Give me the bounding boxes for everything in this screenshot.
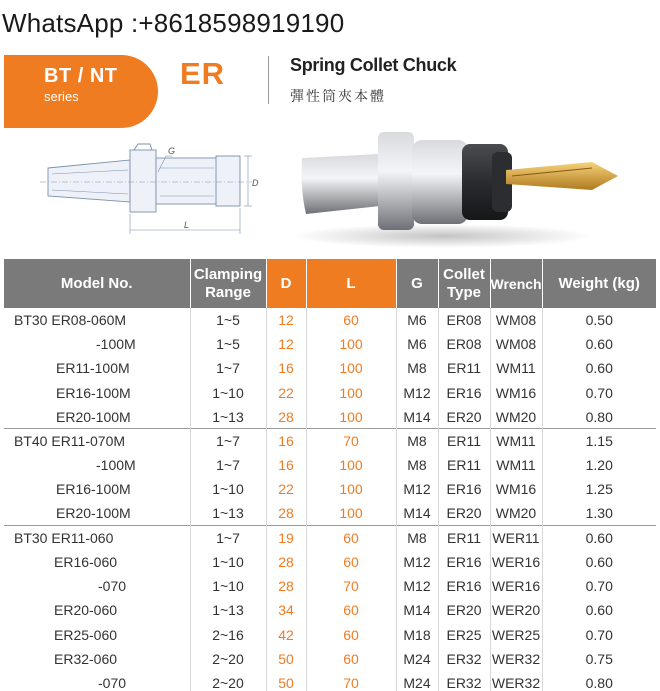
- cell-l: 100: [306, 356, 396, 380]
- cell-wrench: WM20: [490, 405, 542, 429]
- cell-model: -070: [4, 574, 190, 598]
- cell-range: 1~13: [190, 502, 266, 526]
- cell-collet: ER20: [438, 405, 490, 429]
- cell-range: 1~7: [190, 453, 266, 477]
- cell-weight: 1.30: [585, 505, 613, 522]
- product-code: ER: [180, 56, 226, 91]
- cell-collet: ER11: [438, 453, 490, 477]
- cell-range: 2~16: [190, 622, 266, 646]
- cell-collet: ER11: [438, 429, 490, 453]
- cell-g: M8: [396, 356, 438, 380]
- cell-model: ER16-100M: [4, 381, 190, 405]
- drawing-label-g: G: [168, 146, 176, 156]
- cell-wrench: WER20: [490, 598, 542, 622]
- cell-weight: 0.60: [585, 360, 613, 377]
- cell-l: 70: [306, 671, 396, 691]
- col-l: L: [306, 259, 396, 308]
- table-row: [4, 381, 656, 405]
- cell-weight: 0.50: [585, 312, 613, 329]
- cell-g: M8: [396, 429, 438, 453]
- cell-l: 100: [306, 477, 396, 501]
- table-row: [4, 356, 656, 380]
- cell-model: ER25-060: [4, 622, 190, 646]
- cell-weight: 0.60: [585, 602, 613, 619]
- col-collet-type: Collet Type: [438, 259, 490, 308]
- cell-wrench: WM11: [490, 453, 542, 477]
- product-photo: [292, 118, 660, 252]
- series-badge: [4, 55, 158, 128]
- drawing-label-l: L: [184, 220, 190, 230]
- cell-g: M14: [396, 405, 438, 429]
- col-g: G: [396, 259, 438, 308]
- cell-g: M12: [396, 550, 438, 574]
- cell-model: -100M: [4, 453, 190, 477]
- cell-collet: ER16: [438, 574, 490, 598]
- cell-weight: 1.15: [585, 433, 613, 450]
- cell-d: 42: [266, 622, 306, 646]
- cell-model: ER20-100M: [4, 502, 190, 526]
- cell-d: 16: [266, 453, 306, 477]
- cell-collet: ER16: [438, 550, 490, 574]
- cell-weight: 0.60: [585, 530, 613, 547]
- cell-l: 60: [306, 526, 396, 550]
- cell-collet: ER16: [438, 477, 490, 501]
- cell-l: 60: [306, 598, 396, 622]
- spec-table: [4, 259, 656, 691]
- cell-g: M24: [396, 671, 438, 691]
- product-name-zh: 彈性筒夾本體: [290, 88, 386, 104]
- cell-wrench: WM16: [490, 381, 542, 405]
- cell-range: 1~10: [190, 574, 266, 598]
- cell-model: BT30 ER11-060: [4, 526, 190, 550]
- cell-model: ER11-100M: [4, 356, 190, 380]
- table-group: [4, 526, 656, 691]
- cell-collet: ER08: [438, 332, 490, 356]
- drawing-label-d: D: [252, 178, 259, 188]
- cell-model: ER16-060: [4, 550, 190, 574]
- cell-collet: ER20: [438, 598, 490, 622]
- cell-model: ER20-100M: [4, 405, 190, 429]
- cell-collet: ER11: [438, 526, 490, 550]
- cell-weight: 0.80: [585, 408, 613, 425]
- cell-weight: 0.70: [585, 384, 613, 401]
- table-row: [4, 647, 656, 671]
- cell-g: M12: [396, 574, 438, 598]
- cell-range: 1~5: [190, 332, 266, 356]
- table-row: [4, 405, 656, 429]
- cell-g: M8: [396, 453, 438, 477]
- cell-l: 100: [306, 502, 396, 526]
- table-row: [4, 622, 656, 646]
- cell-range: 1~7: [190, 429, 266, 453]
- cell-l: 100: [306, 453, 396, 477]
- cell-d: 22: [266, 381, 306, 405]
- cell-d: 12: [266, 308, 306, 332]
- cell-model: ER32-060: [4, 647, 190, 671]
- col-model: Model No.: [4, 259, 190, 308]
- cell-wrench: WER16: [490, 550, 542, 574]
- table-group: [4, 308, 656, 429]
- series-subtitle: series: [44, 89, 79, 104]
- table-row: [4, 598, 656, 622]
- cell-weight: 0.75: [585, 650, 613, 667]
- cell-g: M12: [396, 381, 438, 405]
- header-divider: [268, 56, 269, 104]
- product-name-en: Spring Collet Chuck: [290, 55, 457, 75]
- cell-range: 2~20: [190, 671, 266, 691]
- cell-d: 34: [266, 598, 306, 622]
- cell-d: 16: [266, 356, 306, 380]
- cell-range: 1~13: [190, 598, 266, 622]
- cell-collet: ER20: [438, 502, 490, 526]
- cell-weight: 0.70: [585, 578, 613, 595]
- cell-g: M6: [396, 308, 438, 332]
- cell-l: 100: [306, 381, 396, 405]
- cell-wrench: WM08: [490, 332, 542, 356]
- cell-g: M12: [396, 477, 438, 501]
- cell-weight: 1.25: [585, 481, 613, 498]
- col-d: D: [266, 259, 306, 308]
- cell-d: 19: [266, 526, 306, 550]
- cell-g: M14: [396, 502, 438, 526]
- cell-wrench: WER16: [490, 574, 542, 598]
- cell-wrench: WM16: [490, 477, 542, 501]
- cell-range: 1~5: [190, 308, 266, 332]
- table-row: [4, 671, 656, 691]
- cell-d: 16: [266, 429, 306, 453]
- cell-g: M24: [396, 647, 438, 671]
- cell-l: 60: [306, 647, 396, 671]
- cell-g: M8: [396, 526, 438, 550]
- table-row: [4, 550, 656, 574]
- cell-g: M18: [396, 622, 438, 646]
- table-row: [4, 453, 656, 477]
- cell-collet: ER32: [438, 647, 490, 671]
- cell-model: BT30 ER08-060M: [4, 308, 190, 332]
- cell-model: -070: [4, 671, 190, 691]
- table-row: [4, 526, 656, 550]
- cell-range: 2~20: [190, 647, 266, 671]
- cell-collet: ER25: [438, 622, 490, 646]
- cell-range: 1~7: [190, 526, 266, 550]
- table-row: [4, 332, 656, 356]
- cell-g: M6: [396, 332, 438, 356]
- cell-wrench: WER25: [490, 622, 542, 646]
- cell-model: ER16-100M: [4, 477, 190, 501]
- table-header-row: [4, 259, 656, 308]
- table-group: [4, 429, 656, 526]
- table-row: [4, 308, 656, 332]
- cell-d: 28: [266, 502, 306, 526]
- cell-weight: 0.80: [585, 674, 613, 691]
- cell-model: ER20-060: [4, 598, 190, 622]
- col-weight: Weight (kg): [542, 259, 656, 308]
- cell-collet: ER11: [438, 356, 490, 380]
- cell-model: -100M: [4, 332, 190, 356]
- cell-range: 1~7: [190, 356, 266, 380]
- cell-g: M14: [396, 598, 438, 622]
- cell-l: 60: [306, 308, 396, 332]
- cell-range: 1~10: [190, 477, 266, 501]
- cell-l: 70: [306, 574, 396, 598]
- cell-wrench: WER11: [490, 526, 542, 550]
- cell-l: 100: [306, 332, 396, 356]
- cell-weight: 0.70: [585, 626, 613, 643]
- cell-wrench: WM20: [490, 502, 542, 526]
- whatsapp-contact: WhatsApp :+8618598919190: [2, 8, 345, 38]
- cell-d: 28: [266, 405, 306, 429]
- cell-range: 1~10: [190, 550, 266, 574]
- technical-drawing: [30, 138, 270, 242]
- cell-collet: ER16: [438, 381, 490, 405]
- cell-d: 50: [266, 647, 306, 671]
- cell-d: 22: [266, 477, 306, 501]
- cell-model: BT40 ER11-070M: [4, 429, 190, 453]
- table-row: [4, 429, 656, 453]
- cell-l: 60: [306, 622, 396, 646]
- cell-weight: 1.20: [585, 457, 613, 474]
- cell-l: 60: [306, 550, 396, 574]
- cell-d: 28: [266, 550, 306, 574]
- cell-d: 28: [266, 574, 306, 598]
- table-row: [4, 477, 656, 501]
- series-title: BT / NT: [44, 65, 118, 87]
- table-row: [4, 574, 656, 598]
- cell-range: 1~13: [190, 405, 266, 429]
- table-row: [4, 502, 656, 526]
- cell-wrench: WER32: [490, 647, 542, 671]
- col-wrench: Wrench: [490, 259, 542, 308]
- cell-wrench: WM08: [490, 308, 542, 332]
- col-clamping-range: Clamping Range: [190, 259, 266, 308]
- cell-l: 70: [306, 429, 396, 453]
- cell-d: 50: [266, 671, 306, 691]
- cell-wrench: WM11: [490, 356, 542, 380]
- cell-collet: ER08: [438, 308, 490, 332]
- cell-weight: 0.60: [585, 336, 613, 353]
- cell-l: 100: [306, 405, 396, 429]
- cell-weight: 0.60: [585, 553, 613, 570]
- cell-collet: ER32: [438, 671, 490, 691]
- cell-d: 12: [266, 332, 306, 356]
- cell-wrench: WER32: [490, 671, 542, 691]
- cell-range: 1~10: [190, 381, 266, 405]
- cell-wrench: WM11: [490, 429, 542, 453]
